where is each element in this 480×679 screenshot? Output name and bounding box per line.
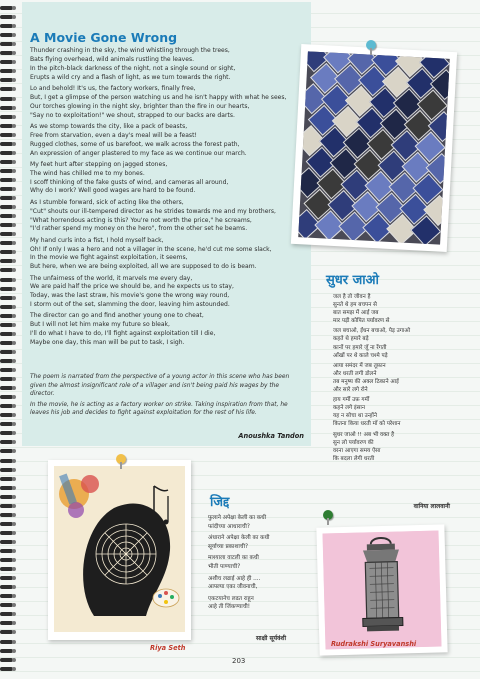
binding-coil: [0, 196, 13, 200]
marathi-poem-line: माश्याला वाटली का कधी: [208, 555, 259, 562]
poem-line: "What horrendous acting is this? You're not worth the price," he screams,: [30, 216, 252, 224]
hindi-poem-line: और सारे लगे रोने: [333, 387, 368, 394]
poem-stanza: [30, 161, 312, 197]
lantern-artwork-card: [316, 524, 447, 655]
binding-coil: [0, 413, 13, 417]
binding-coil: [0, 87, 13, 91]
binding-coil: [0, 142, 13, 146]
binding-coil: [0, 69, 13, 73]
marathi-poem-line: फांदीच्या आधाराची?: [208, 523, 250, 530]
tile-artwork-card: [291, 44, 457, 252]
binding-coil: [0, 214, 13, 218]
binding-coil: [0, 594, 13, 598]
binding-coil: [0, 576, 13, 580]
marathi-poem-line: फुलाने अपेक्षा केली का कधी: [208, 515, 267, 521]
binding-coil: [0, 323, 13, 327]
binding-coil: [0, 377, 13, 381]
binding-coil: [0, 404, 13, 408]
hindi-poem-line: मार पड़ी कोपित पर्यावरण से: [333, 318, 390, 325]
binding-coil: [0, 667, 13, 671]
binding-coil: [0, 278, 13, 282]
binding-coil: [0, 658, 13, 662]
hindi-poem-line: कहते थे हमारे बड़े: [333, 336, 369, 343]
poem-title: A Movie Gone Wrong: [30, 30, 178, 45]
binding-coil: [0, 332, 13, 336]
binding-coil: [0, 259, 13, 263]
binding-coil: [0, 160, 13, 164]
hindi-poem-line: वरना आएगा समय ऐसा: [333, 447, 381, 454]
hindi-poem-line: कि बदला लेगी धरती: [333, 455, 375, 462]
binding-coil: [0, 504, 13, 508]
binding-coil: [0, 459, 13, 463]
binding-coil: [0, 51, 13, 55]
hindi-poem-line: आया समंदर में जब तूफ़ान: [333, 362, 386, 369]
binding-coil: [0, 305, 13, 309]
poem-line: But I will not let him make my future so bleak,: [30, 321, 170, 329]
spiral-binding: [0, 6, 14, 676]
binding-coil: [0, 477, 13, 481]
binding-coil: [0, 205, 13, 209]
binding-coil: [0, 640, 13, 644]
hindi-poem-line: जल बचाओ, ईंधन बचाओ, पेड़ उगाओ: [333, 328, 411, 335]
hindi-poem-line: हाय गर्मी उफ़ गर्मी: [333, 397, 370, 404]
poem-stanza: [30, 85, 312, 121]
hindi-poem-title: सुधर जाओ: [326, 273, 379, 288]
binding-coil: [0, 24, 13, 28]
lantern-illustration: [323, 531, 442, 650]
poem-line: As we stomp towards the city, like a pack of beasts,: [30, 122, 188, 130]
poem-stanza: [30, 312, 312, 348]
poem-stanza: [30, 123, 312, 159]
poem-line: The unfairness of the world, it marvels me every day,: [30, 274, 193, 282]
poem-line: Why do I work? Well good wages are hard to be found.: [30, 187, 196, 195]
poem-line: As I stumble forward, sick of acting like the others,: [30, 198, 184, 206]
binding-coil: [0, 106, 13, 110]
poem-line: Lo and behold! It's us, the factory workers, finally free,: [30, 84, 196, 92]
poem-line: We are paid half the price we should be, and he expects us to stay,: [30, 283, 234, 291]
binding-coil: [0, 151, 13, 155]
poem-line: "Cut" shouts our ill-tempered director as he strides towards me and my brothers,: [30, 207, 276, 215]
marathi-poem-line: अशीच लढाई आहे ही ....: [208, 575, 261, 582]
poem-line: The wind has chilled me to my bones.: [30, 169, 145, 177]
hindi-poem-line: यह न सोचा था उन्होंने: [333, 413, 377, 420]
marathi-poem-line: सूर्याच्या प्रकाशाची?: [208, 543, 248, 550]
binding-coil: [0, 486, 13, 490]
binding-coil: [0, 612, 13, 616]
hindi-poem-line: कानों पर हमारे जूँ ना रेंगती: [333, 344, 387, 351]
binding-coil: [0, 97, 13, 101]
binding-coil: [0, 42, 13, 46]
hindi-poem-line: कहने लगे इंसान: [333, 405, 365, 412]
poem-line: My hand curls into a fist, I hold myself back,: [30, 236, 164, 244]
poem-stanza: [30, 275, 312, 311]
marathi-poem-line: आहे ती जिंकण्याची!: [208, 604, 251, 611]
poem-line: "I'd rather spend my money on the hero", from the other set he beams.: [30, 225, 248, 233]
binding-coil: [0, 513, 13, 517]
poem-line: Bats flying overhead, wild animals rustling the leaves.: [30, 55, 195, 63]
poem-line: I scoff thinking of the fake gusts of wind, and cameras all around,: [30, 178, 229, 186]
binding-coil: [0, 531, 13, 535]
poem-line: The director can go and find another young one to cheat,: [30, 312, 204, 320]
binding-coil: [0, 567, 13, 571]
riya-caption: Riya Seth: [150, 644, 186, 652]
poem-note-1: The poem is narrated from the perspective of a young actor in this scene who has been given the almost insignificant role of a villager and isn't being paid his wages by the director.: [30, 374, 290, 398]
binding-coil: [0, 241, 13, 245]
pushpin-icon: [366, 40, 376, 50]
binding-coil: [0, 621, 13, 625]
binding-coil: [0, 287, 13, 291]
rudrakshi-caption: Rudrakshi Suryavanshi: [331, 640, 417, 648]
poem-note: [30, 373, 302, 420]
pushpin-icon: [323, 510, 333, 520]
binding-coil: [0, 350, 13, 354]
hindi-poem-author: वानिया लालवानी: [413, 503, 450, 510]
hindi-poem-block: [320, 264, 460, 524]
poem-note-2: In the movie, he is acting as a factory worker on strike. Taking inspiration from that, he leaves his job and decides to fight against exploitation for the rest of his life.: [30, 401, 288, 417]
binding-coil: [0, 296, 13, 300]
marathi-poem-title: जिद्द: [210, 495, 230, 510]
binding-coil: [0, 124, 13, 128]
poem-line: In the movie we fight against exploitation, it seems,: [30, 254, 188, 262]
poem-line: My feet hurt after stepping on jagged stones,: [30, 160, 168, 168]
binding-coil: [0, 558, 13, 562]
binding-coil: [0, 540, 13, 544]
binding-coil: [0, 15, 13, 19]
poem-line: Erupts a wild cry and a flash of light, as we turn towards the right.: [30, 73, 231, 81]
marathi-poem-line: एकटयानेच लढत राहून: [208, 595, 254, 602]
marathi-poem-line: अंधाराने अपेक्षा केली का कधी: [208, 535, 270, 542]
poem-line: Maybe one day, this man will be put to task, I sigh.: [30, 339, 185, 347]
poem-line: But here, when we are being exploited, all we are supposed to do is beam.: [30, 263, 257, 271]
poem-line: "Say no to exploitation!" we shout, strapped to our backs are darts.: [30, 111, 235, 119]
binding-coil: [0, 250, 13, 254]
poem-line: But, I get a glimpse of the person watching us and he isn't happy with what he sees,: [30, 93, 287, 101]
hindi-poem-line: बात समझ में आई जब: [333, 310, 379, 317]
binding-coil: [0, 115, 13, 119]
binding-coil: [0, 133, 13, 137]
poem-line: Thunder crashing in the sky, the wind whistling through the trees,: [30, 47, 230, 54]
page-number: 203: [232, 657, 246, 665]
poem-line: I'll do what I have to do, I'll fight against exploitation till I die,: [30, 330, 216, 338]
poem-line: Our torches glowing in the night sky, brighter than the fire in our hearts,: [30, 102, 250, 110]
hindi-poem-line: तब मनुष्य की अक्ल ठिकाने आई: [333, 378, 399, 385]
marathi-poem-line: भीती पाण्याची?: [208, 563, 241, 570]
hindi-poem-line: आँखों पर थे काले चश्मे पड़े: [333, 352, 388, 359]
poem-line: In the pitch-black darkness of the night, not a single sound or sight,: [30, 64, 236, 72]
binding-coil: [0, 386, 13, 390]
mandala-artwork-image: [54, 466, 185, 632]
binding-coil: [0, 223, 13, 227]
pushpin-icon: [116, 454, 126, 464]
poem-stanza: [30, 47, 312, 83]
poem-author: Anoushka Tandon: [238, 432, 304, 440]
binding-coil: [0, 422, 13, 426]
marathi-poem-line: आपल्या एका जीवनाची,: [208, 584, 258, 591]
binding-coil: [0, 60, 13, 64]
poem-stanza: [30, 199, 312, 235]
binding-coil: [0, 187, 13, 191]
lantern-artwork-image: [323, 531, 442, 650]
binding-coil: [0, 468, 13, 472]
binding-coil: [0, 431, 13, 435]
binding-coil: [0, 495, 13, 499]
poem-body: [30, 47, 312, 350]
poem-line: Free from starvation, even a day's meal will be a feast!: [30, 131, 197, 139]
hindi-poem-line: सुन लो पर्यावरण की: [333, 439, 374, 446]
binding-coil: [0, 440, 13, 444]
binding-coil: [0, 585, 13, 589]
poem-line: An expression of anger plastered to my face as we continue our march.: [30, 149, 247, 157]
binding-coil: [0, 341, 13, 345]
binding-coil: [0, 78, 13, 82]
binding-coil: [0, 6, 13, 10]
binding-coil: [0, 33, 13, 37]
hindi-poem-line: सुनते थे हम बचपन से: [333, 302, 377, 309]
hindi-poem-body: [333, 293, 463, 465]
poem-line: Rugged clothes, some of us barefoot, we walk across the forest path,: [30, 140, 240, 148]
hindi-poem-line: और धरती लगी डोलने: [333, 370, 377, 377]
binding-coil: [0, 649, 13, 653]
poem-line: Oh! If only I was a hero and not a villager in the scene, he'd cut me some slack,: [30, 245, 272, 253]
binding-coil: [0, 232, 13, 236]
binding-coil: [0, 395, 13, 399]
marathi-poem-body: [208, 514, 318, 615]
binding-coil: [0, 630, 13, 634]
binding-coil: [0, 178, 13, 182]
binding-coil: [0, 449, 13, 453]
binding-coil: [0, 549, 13, 553]
mandala-head-illustration: [54, 466, 185, 632]
hindi-poem-line: कितना किया धरती माँ को परेशान: [333, 421, 401, 428]
hindi-poem-line: जल है तो जीवन है: [333, 294, 371, 300]
binding-coil: [0, 368, 13, 372]
binding-coil: [0, 522, 13, 526]
poem-stanza: [30, 237, 312, 273]
tile-artwork-image: [298, 51, 450, 244]
hindi-poem-line: सुधर जाओ !! अब भी वक्त है: [333, 431, 395, 438]
poem-line: Today, was the last straw, his movie's gone the wrong way round,: [30, 292, 230, 300]
binding-coil: [0, 359, 13, 363]
binding-coil: [0, 169, 13, 173]
marathi-poem-author: साक्षी सूर्यवंशी: [256, 635, 287, 642]
binding-coil: [0, 268, 13, 272]
binding-coil: [0, 314, 13, 318]
poem-line: I storm out of the set, slamming the door, leaving him astounded.: [30, 301, 230, 309]
binding-coil: [0, 603, 13, 607]
mandala-artwork-card: [48, 460, 191, 640]
